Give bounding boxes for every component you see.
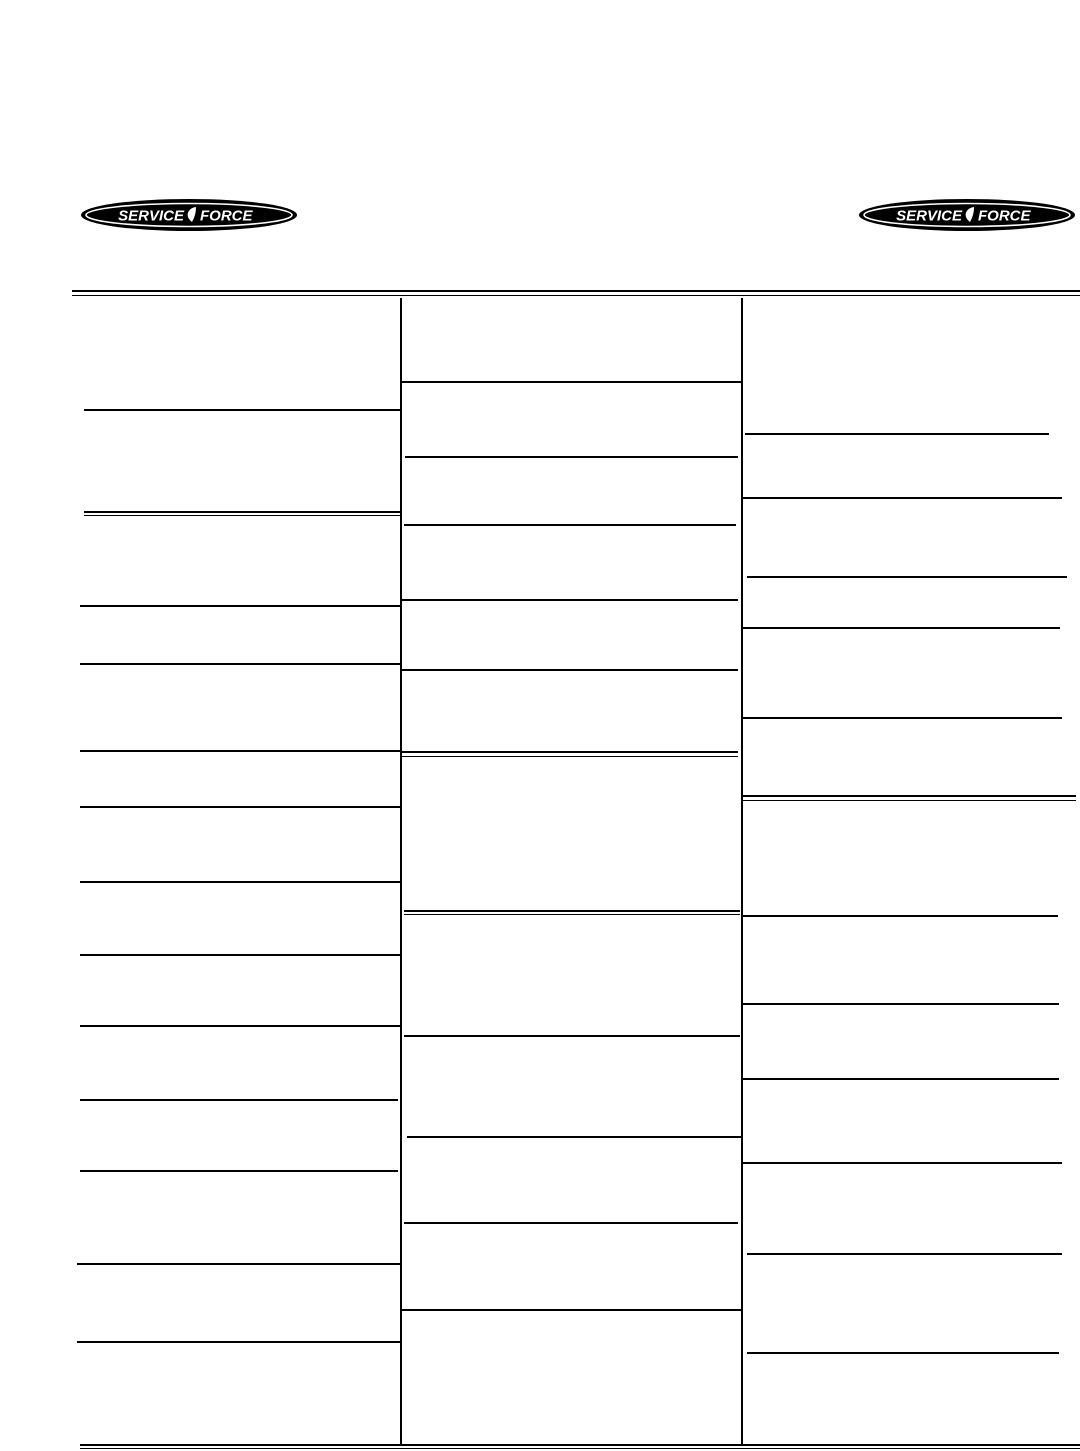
table-row [404, 914, 740, 915]
table-row [402, 756, 738, 757]
bottom-rule [80, 1444, 1080, 1446]
table-row [402, 381, 741, 383]
column-divider-1 [400, 298, 402, 1445]
logo-right-text-force: FORCE [978, 207, 1031, 225]
table-row [77, 1341, 400, 1343]
table-row [404, 1035, 740, 1037]
logo-right-text-service: SERVICE [896, 207, 962, 225]
logo-left [80, 198, 298, 232]
logo-right [858, 198, 1076, 232]
table-row [80, 881, 400, 883]
table-row [80, 750, 400, 752]
table-row [80, 663, 400, 665]
table-row [743, 717, 1062, 719]
table-row [743, 627, 1060, 629]
table-row [747, 1253, 1062, 1255]
top-rule-inner [72, 295, 1080, 296]
table-row [743, 497, 1062, 499]
table-row [747, 1352, 1059, 1354]
logo-left-text-force: FORCE [200, 207, 253, 225]
table-row [402, 751, 738, 753]
table-row [84, 515, 400, 516]
table-row [743, 915, 1058, 917]
table-row [80, 1099, 398, 1101]
top-rule [72, 290, 1080, 292]
service-force-logo [858, 198, 1076, 232]
table-row [402, 599, 738, 601]
service-force-logo [80, 198, 298, 232]
table-row [404, 910, 740, 912]
table-row [80, 806, 400, 808]
table-row [402, 1309, 741, 1311]
table-row [743, 1003, 1059, 1005]
table-row [80, 954, 400, 956]
logo-left-text-service: SERVICE [118, 207, 184, 225]
table-row [402, 669, 738, 671]
table-row [80, 1025, 400, 1027]
table-row [405, 456, 738, 458]
bottom-rule-inner [80, 1448, 1080, 1449]
table-row [743, 800, 1076, 801]
table-row [80, 1170, 398, 1172]
table-row [747, 576, 1067, 578]
table-row [743, 1078, 1059, 1080]
table-row [743, 795, 1076, 797]
table-row [743, 1162, 1062, 1164]
table-row [745, 433, 1049, 435]
table-row [407, 1136, 741, 1138]
column-divider-2 [741, 298, 743, 1445]
table-row [404, 1222, 738, 1224]
table-row [84, 511, 400, 513]
table-row [404, 524, 736, 526]
table-row [77, 1263, 400, 1265]
table-row [80, 605, 400, 607]
table-row [84, 409, 400, 411]
